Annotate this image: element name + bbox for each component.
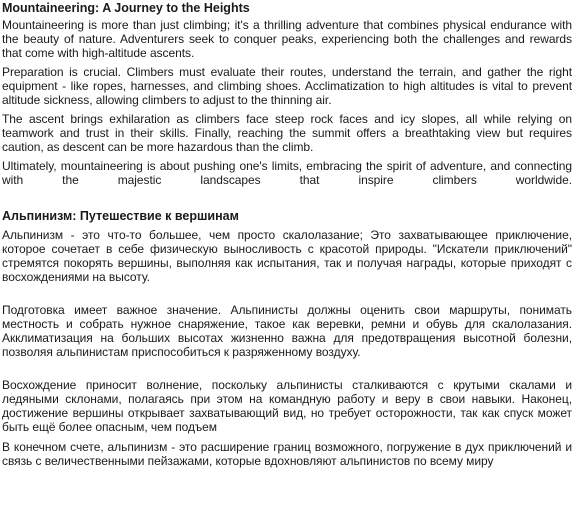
english-paragraph-3: The ascent brings exhilaration as climbers face steep rock faces and icy slopes, all while relying on teamwork and trust in their skills. Finally, reaching the summit offers a breathtaking view but requires caution, as descent can be more hazardous than the climb.: [2, 112, 572, 154]
russian-paragraph-3: Восхождение приносит волнение, поскольку альпинисты сталкиваются с крутыми скалами и ледяными склонами, полагаясь при этом на командную работу и веру в свои навыки. Наконец, достижение вершины открывает захватывающий вид, но требует осторожности, так как спуск может быть ещё более опасным, чем подъем: [2, 378, 572, 434]
russian-paragraph-4: В конечном счете, альпинизм - это расширение границ возможного, погружение в дух приключений и связь с величественными пейзажами, которые вдохновляют альпинистов по всему миру: [2, 440, 572, 468]
english-title: Mountaineering: A Journey to the Heights: [2, 1, 250, 15]
english-section: [2, 0, 572, 201]
russian-paragraph-1: Альпинизм - это что-то большее, чем просто скалолазание; Это захватывающее приключение, которое сочетает в себе физическую выносливость с красотой природы. "Искатели приключений" стремятся покорять вершины, выполняя как испытания, так и получая награды, которые приходят с восхождениями на высоту.: [2, 228, 572, 284]
english-paragraph-2: Preparation is crucial. Climbers must evaluate their routes, understand the terrain, and gather the right equipment - like ropes, harnesses, and climbing shoes. Acclimatization to high altitudes is vital to prevent altitude sickness, allowing climbers to adjust to the thinning air.: [2, 65, 572, 107]
english-paragraph-4: Ultimately, mountaineering is about pushing one's limits, embracing the spirit of adventure, and connecting with the majestic landscapes that inspire climbers worldwide.: [2, 159, 572, 187]
russian-title: Альпинизм: Путешествие к вершинам: [2, 209, 239, 223]
russian-paragraph-2: Подготовка имеет важное значение. Альпинисты должны оценить свои маршруты, понимать местность и собрать нужное снаряжение, такое как веревки, ремни и обувь для скалолазания. Акклиматизация на больших высотах жизненно важна для предотвращения высотной болезни, позволяя альпинистам приспособиться к разряженному воздуху.: [2, 303, 572, 359]
english-paragraph-1: Mountaineering is more than just climbing; it's a thrilling adventure that combines physical endurance with the beauty of nature. Adventurers seek to conquer peaks, experiencing both the challenges and rewards that come with high-altitude ascents.: [2, 18, 572, 60]
russian-section: [2, 209, 572, 468]
